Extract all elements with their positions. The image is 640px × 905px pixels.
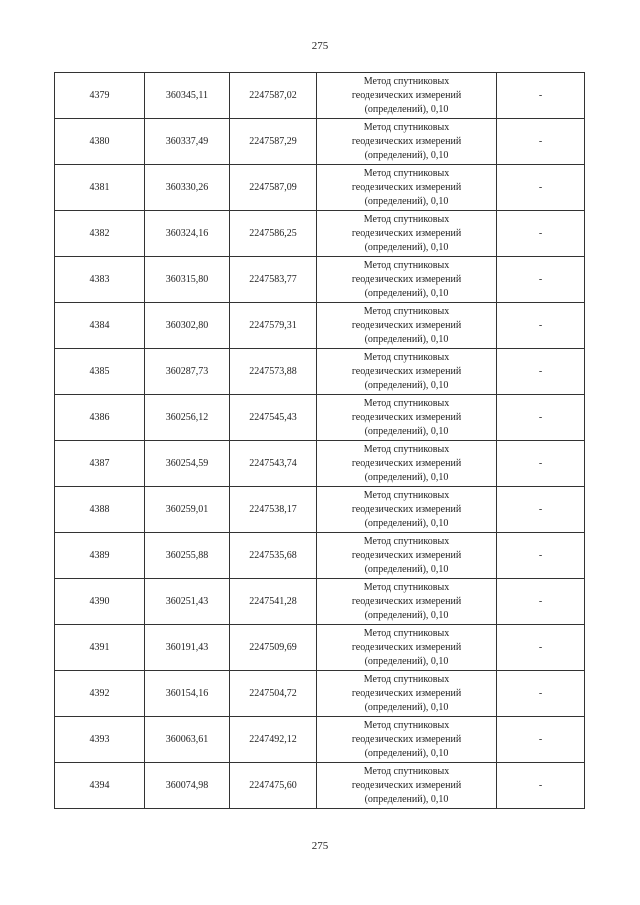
- point-number-cell: 4385: [55, 349, 145, 395]
- note-cell: -: [497, 211, 585, 257]
- method-line: геодезических измерений: [351, 779, 462, 791]
- note-cell: -: [497, 625, 585, 671]
- x-coordinate-cell: 360287,73: [145, 349, 230, 395]
- x-coordinate-cell: 360315,80: [145, 257, 230, 303]
- method-cell: [317, 671, 497, 717]
- method-line: (определений), 0,10: [364, 287, 449, 299]
- y-coordinate-cell: 2247587,09: [230, 165, 317, 211]
- method-line: геодезических измерений: [351, 457, 462, 469]
- method-line: Метод спутниковых: [363, 167, 450, 179]
- method-line: геодезических измерений: [351, 503, 462, 515]
- x-coordinate-cell: 360074,98: [145, 763, 230, 809]
- note-cell: -: [497, 579, 585, 625]
- method-line: Метод спутниковых: [363, 213, 450, 225]
- x-coordinate-cell: 360256,12: [145, 395, 230, 441]
- method-line: (определений), 0,10: [364, 195, 449, 207]
- method-line: геодезических измерений: [351, 641, 462, 653]
- method-cell: [317, 165, 497, 211]
- method-line: (определений), 0,10: [364, 103, 449, 115]
- point-number-cell: 4381: [55, 165, 145, 211]
- method-line: геодезических измерений: [351, 365, 462, 377]
- method-line: (определений), 0,10: [364, 609, 449, 621]
- note-cell: -: [497, 395, 585, 441]
- note-cell: -: [497, 119, 585, 165]
- method-line: геодезических измерений: [351, 273, 462, 285]
- x-coordinate-cell: 360063,61: [145, 717, 230, 763]
- point-number-cell: 4386: [55, 395, 145, 441]
- x-coordinate-cell: 360324,16: [145, 211, 230, 257]
- point-number-cell: 4384: [55, 303, 145, 349]
- note-cell: -: [497, 533, 585, 579]
- method-cell: [317, 303, 497, 349]
- y-coordinate-cell: 2247541,28: [230, 579, 317, 625]
- y-coordinate-cell: 2247545,43: [230, 395, 317, 441]
- x-coordinate-cell: 360255,88: [145, 533, 230, 579]
- table-row: [55, 257, 585, 303]
- method-line: геодезических измерений: [351, 135, 462, 147]
- table-row: [55, 717, 585, 763]
- coordinates-table: [54, 72, 585, 809]
- method-line: Метод спутниковых: [363, 397, 450, 409]
- point-number-cell: 4388: [55, 487, 145, 533]
- note-cell: -: [497, 671, 585, 717]
- y-coordinate-cell: 2247535,68: [230, 533, 317, 579]
- y-coordinate-cell: 2247583,77: [230, 257, 317, 303]
- x-coordinate-cell: 360251,43: [145, 579, 230, 625]
- table-row: [55, 349, 585, 395]
- method-line: (определений), 0,10: [364, 747, 449, 759]
- y-coordinate-cell: 2247504,72: [230, 671, 317, 717]
- method-cell: [317, 257, 497, 303]
- y-coordinate-cell: 2247579,31: [230, 303, 317, 349]
- method-line: геодезических измерений: [351, 181, 462, 193]
- point-number-cell: 4379: [55, 73, 145, 119]
- method-line: (определений), 0,10: [364, 517, 449, 529]
- method-cell: [317, 119, 497, 165]
- method-cell: [317, 395, 497, 441]
- method-line: геодезических измерений: [351, 89, 462, 101]
- coordinates-table-body: [55, 73, 585, 809]
- point-number-cell: 4383: [55, 257, 145, 303]
- method-cell: [317, 487, 497, 533]
- method-line: (определений), 0,10: [364, 793, 449, 805]
- method-line: (определений), 0,10: [364, 701, 449, 713]
- point-number-cell: 4387: [55, 441, 145, 487]
- table-row: [55, 533, 585, 579]
- note-cell: -: [497, 165, 585, 211]
- y-coordinate-cell: 2247587,29: [230, 119, 317, 165]
- y-coordinate-cell: 2247509,69: [230, 625, 317, 671]
- table-row: [55, 119, 585, 165]
- method-cell: [317, 211, 497, 257]
- table-row: [55, 671, 585, 717]
- table-row: [55, 395, 585, 441]
- x-coordinate-cell: 360259,01: [145, 487, 230, 533]
- point-number-cell: 4389: [55, 533, 145, 579]
- table-row: [55, 73, 585, 119]
- note-cell: -: [497, 717, 585, 763]
- method-line: (определений), 0,10: [364, 333, 449, 345]
- note-cell: -: [497, 441, 585, 487]
- method-line: геодезических измерений: [351, 687, 462, 699]
- table-row: [55, 211, 585, 257]
- method-line: геодезических измерений: [351, 595, 462, 607]
- method-line: Метод спутниковых: [363, 673, 450, 685]
- y-coordinate-cell: 2247587,02: [230, 73, 317, 119]
- method-line: Метод спутниковых: [363, 443, 450, 455]
- method-line: Метод спутниковых: [363, 259, 450, 271]
- table-row: [55, 441, 585, 487]
- point-number-cell: 4380: [55, 119, 145, 165]
- method-cell: [317, 763, 497, 809]
- point-number-cell: 4382: [55, 211, 145, 257]
- x-coordinate-cell: 360254,59: [145, 441, 230, 487]
- x-coordinate-cell: 360345,11: [145, 73, 230, 119]
- y-coordinate-cell: 2247538,17: [230, 487, 317, 533]
- note-cell: -: [497, 73, 585, 119]
- method-line: геодезических измерений: [351, 319, 462, 331]
- table-row: [55, 303, 585, 349]
- method-line: (определений), 0,10: [364, 563, 449, 575]
- x-coordinate-cell: 360191,43: [145, 625, 230, 671]
- note-cell: -: [497, 257, 585, 303]
- method-line: Метод спутниковых: [363, 581, 450, 593]
- y-coordinate-cell: 2247543,74: [230, 441, 317, 487]
- method-line: Метод спутниковых: [363, 627, 450, 639]
- page-number-bottom: 275: [311, 840, 329, 852]
- method-line: (определений), 0,10: [364, 471, 449, 483]
- method-line: геодезических измерений: [351, 733, 462, 745]
- method-cell: [317, 533, 497, 579]
- table-row: [55, 165, 585, 211]
- table-row: [55, 625, 585, 671]
- method-line: Метод спутниковых: [363, 535, 450, 547]
- y-coordinate-cell: 2247586,25: [230, 211, 317, 257]
- point-number-cell: 4391: [55, 625, 145, 671]
- method-line: Метод спутниковых: [363, 765, 450, 777]
- method-cell: [317, 717, 497, 763]
- method-cell: [317, 441, 497, 487]
- y-coordinate-cell: 2247573,88: [230, 349, 317, 395]
- method-line: геодезических измерений: [351, 549, 462, 561]
- note-cell: -: [497, 349, 585, 395]
- method-line: Метод спутниковых: [363, 75, 450, 87]
- method-cell: [317, 349, 497, 395]
- method-line: (определений), 0,10: [364, 379, 449, 391]
- method-line: геодезических измерений: [351, 411, 462, 423]
- table-row: [55, 763, 585, 809]
- method-cell: [317, 73, 497, 119]
- point-number-cell: 4390: [55, 579, 145, 625]
- method-line: Метод спутниковых: [363, 719, 450, 731]
- table-row: [55, 487, 585, 533]
- method-line: геодезических измерений: [351, 227, 462, 239]
- x-coordinate-cell: 360302,80: [145, 303, 230, 349]
- method-line: (определений), 0,10: [364, 425, 449, 437]
- method-line: (определений), 0,10: [364, 241, 449, 253]
- y-coordinate-cell: 2247475,60: [230, 763, 317, 809]
- method-line: Метод спутниковых: [363, 305, 450, 317]
- point-number-cell: 4392: [55, 671, 145, 717]
- point-number-cell: 4393: [55, 717, 145, 763]
- method-line: Метод спутниковых: [363, 351, 450, 363]
- x-coordinate-cell: 360337,49: [145, 119, 230, 165]
- note-cell: -: [497, 763, 585, 809]
- method-cell: [317, 579, 497, 625]
- y-coordinate-cell: 2247492,12: [230, 717, 317, 763]
- x-coordinate-cell: 360154,16: [145, 671, 230, 717]
- method-line: (определений), 0,10: [364, 655, 449, 667]
- method-line: (определений), 0,10: [364, 149, 449, 161]
- method-line: Метод спутниковых: [363, 489, 450, 501]
- table-row: [55, 579, 585, 625]
- method-line: Метод спутниковых: [363, 121, 450, 133]
- note-cell: -: [497, 303, 585, 349]
- x-coordinate-cell: 360330,26: [145, 165, 230, 211]
- note-cell: -: [497, 487, 585, 533]
- page-number-top: 275: [311, 40, 329, 52]
- method-cell: [317, 625, 497, 671]
- point-number-cell: 4394: [55, 763, 145, 809]
